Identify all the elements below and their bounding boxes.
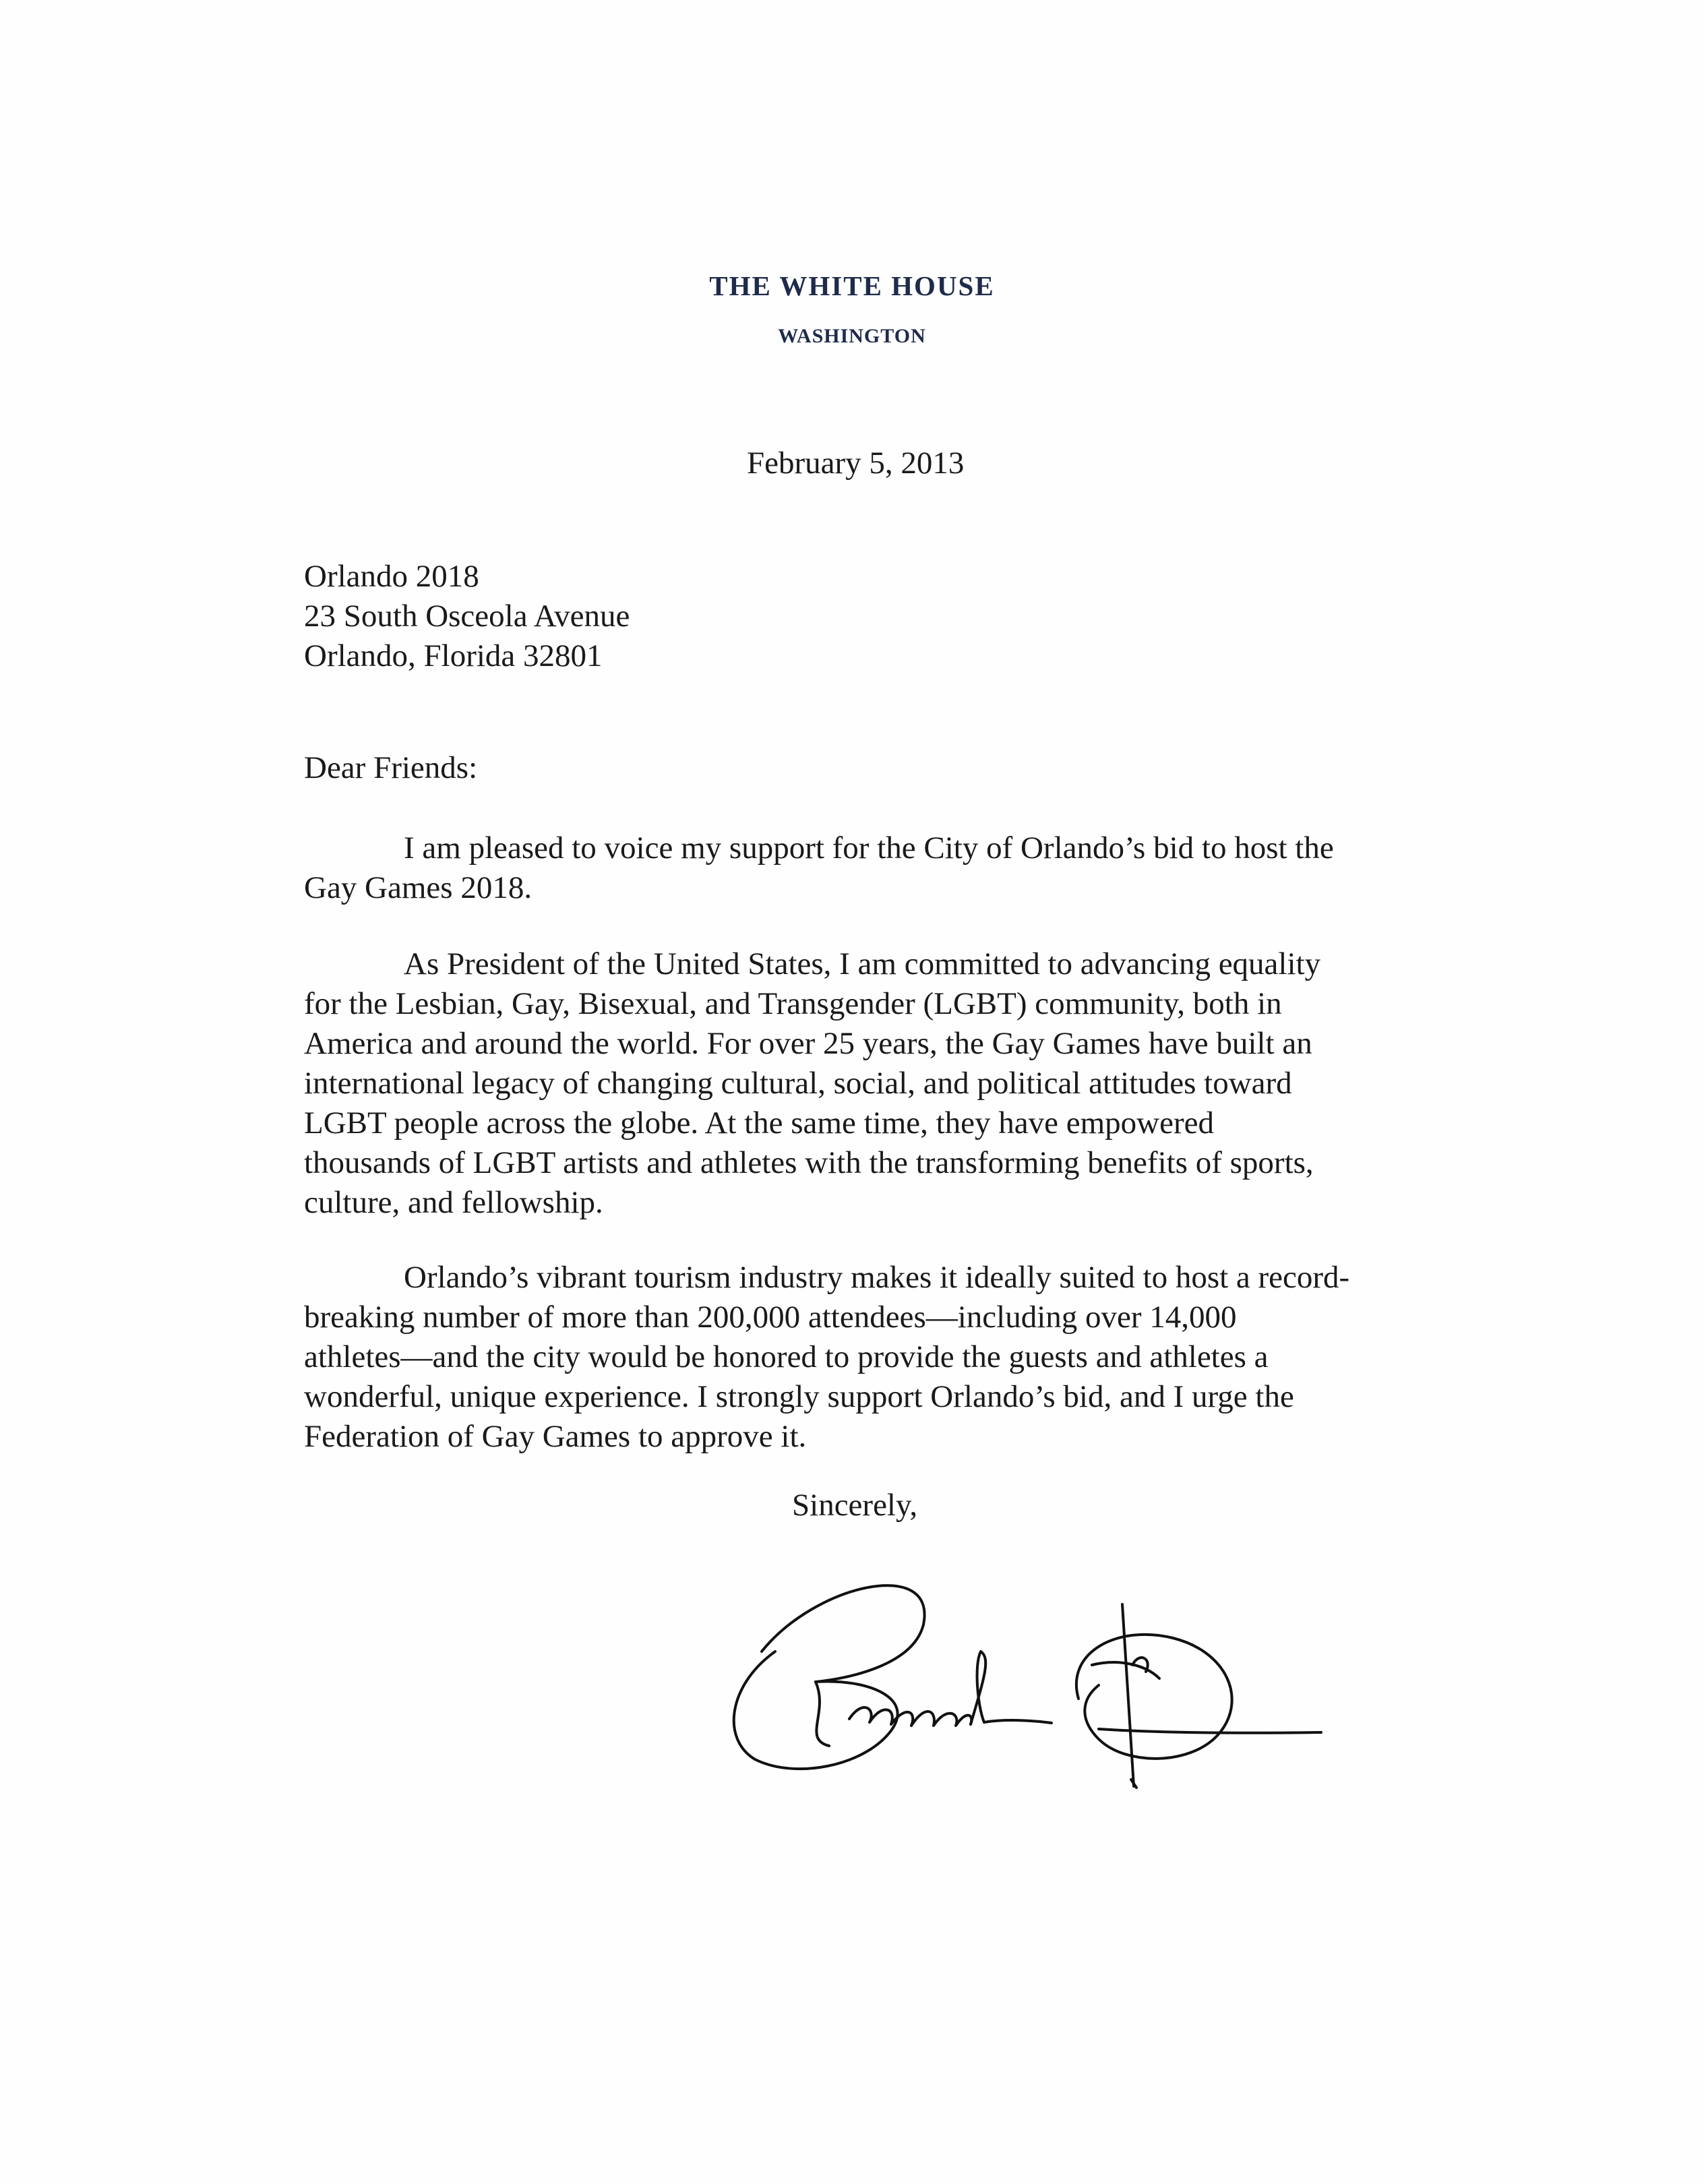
closing: Sincerely,	[792, 1488, 918, 1523]
paragraph-line: culture, and fellowship.	[304, 1185, 603, 1220]
salutation: Dear Friends:	[304, 750, 478, 785]
paragraph-line: As President of the United States, I am committed to advancing equality	[404, 946, 1321, 981]
paragraph-line: America and around the world. For over 25 years, the Gay Games have built an	[304, 1026, 1312, 1061]
recipient-address	[304, 557, 630, 676]
address-line: Orlando, Florida 32801	[304, 638, 603, 673]
letterhead-city: WASHINGTON	[778, 325, 926, 347]
paragraph-line: Federation of Gay Games to approve it.	[304, 1419, 807, 1454]
paragraph-line: wonderful, unique experience. I strongly support Orlando’s bid, and I urge the	[304, 1379, 1294, 1414]
letterhead-title: THE WHITE HOUSE	[709, 270, 995, 301]
address-line: 23 South Osceola Avenue	[304, 599, 630, 634]
letter-date: February 5, 2013	[747, 446, 965, 481]
paragraph-line: breaking number of more than 200,000 attendees—including over 14,000	[304, 1300, 1237, 1335]
body-paragraph-2	[304, 944, 1320, 1223]
body-paragraph-3	[304, 1258, 1349, 1457]
paragraph-line: for the Lesbian, Gay, Bisexual, and Transgender (LGBT) community, both in	[304, 986, 1282, 1021]
paragraph-line: LGBT people across the globe. At the same time, they have empowered	[304, 1105, 1214, 1141]
paragraph-line: thousands of LGBT artists and athletes with the transforming benefits of sports,	[304, 1145, 1314, 1180]
paragraph-line: Orlando’s vibrant tourism industry makes it ideally suited to host a record-	[404, 1260, 1350, 1295]
handwritten-signature	[714, 1564, 1375, 1820]
paragraph-line: Gay Games 2018.	[304, 870, 532, 905]
body-paragraph-1	[304, 828, 1334, 908]
paragraph-line: I am pleased to voice my support for the City of Orlando’s bid to host the	[404, 830, 1334, 866]
address-line: Orlando 2018	[304, 559, 479, 594]
paragraph-line: international legacy of changing cultural, social, and political attitudes toward	[304, 1066, 1292, 1101]
paragraph-line: athletes—and the city would be honored to provide the guests and athletes a	[304, 1339, 1269, 1374]
